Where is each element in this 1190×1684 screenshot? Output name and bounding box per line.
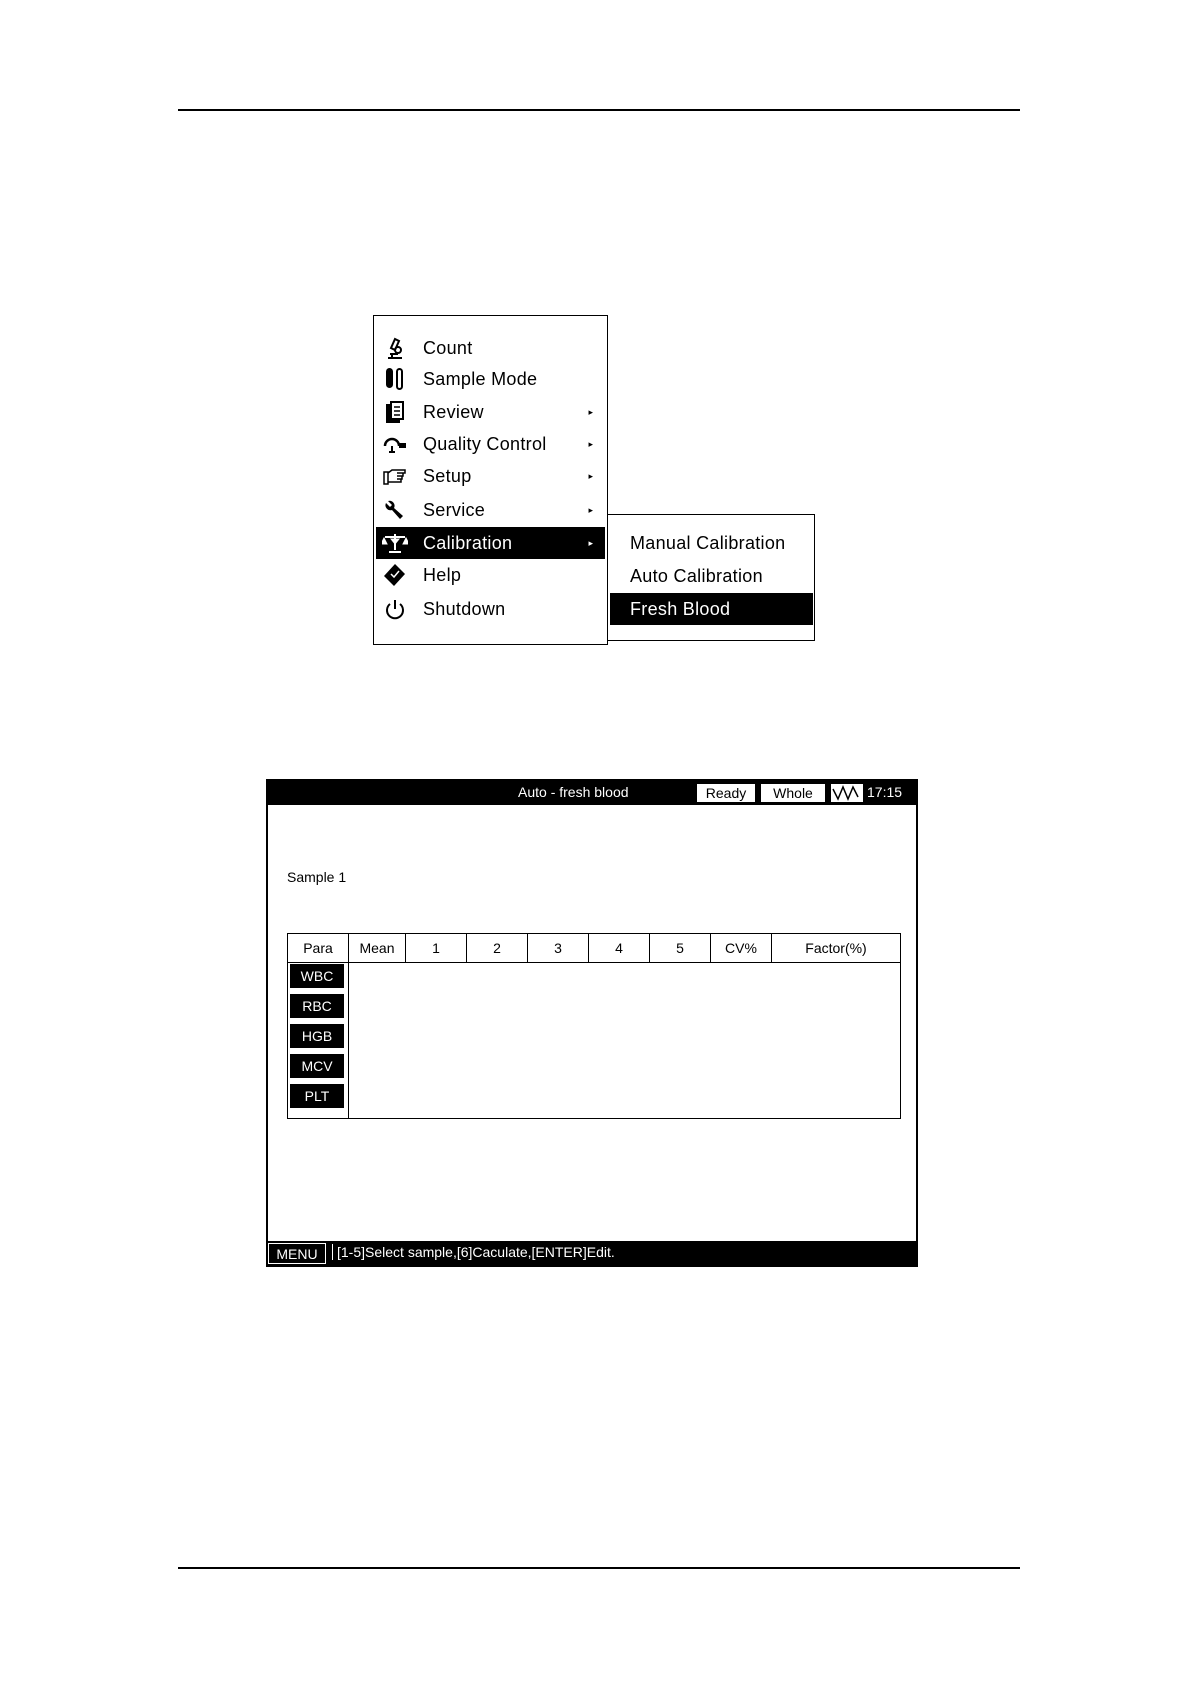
column-header-para: Para — [288, 934, 349, 962]
menu-item-setup[interactable] — [376, 460, 605, 492]
menu-item-quality-control[interactable] — [376, 428, 605, 460]
pointing-hand-icon — [382, 464, 408, 488]
param-mcv[interactable]: MCV — [290, 1054, 344, 1078]
column-header-1: 1 — [406, 934, 467, 962]
power-icon — [382, 597, 408, 621]
calibration-table — [287, 933, 901, 1119]
param-plt[interactable]: PLT — [290, 1084, 344, 1108]
waveform-icon — [830, 783, 864, 803]
test-tubes-icon — [382, 367, 408, 391]
table-header — [288, 934, 900, 963]
menu-item-service[interactable] — [376, 494, 605, 526]
submenu-arrow-icon: ▸ — [588, 406, 593, 417]
column-header-2: 2 — [467, 934, 528, 962]
main-menu — [373, 315, 608, 645]
sample-label: Sample 1 — [287, 869, 347, 885]
help-book-icon — [382, 563, 408, 587]
param-rbc[interactable]: RBC — [290, 994, 344, 1018]
wrench-icon — [382, 498, 408, 522]
menu-item-count[interactable] — [376, 332, 605, 364]
menu-item-shutdown[interactable] — [376, 593, 605, 625]
title-bar — [268, 781, 916, 805]
prompt-hint: [1-5]Select sample,[6]Caculate,[ENTER]Edit. — [332, 1244, 615, 1260]
calibration-submenu — [608, 514, 815, 641]
screen-title: Auto - fresh blood — [518, 784, 629, 800]
status-mode-badge: Whole — [760, 783, 826, 803]
menu-item-review[interactable] — [376, 396, 605, 428]
menu-item-label: Setup — [423, 465, 472, 486]
menu-item-label: Sample Mode — [423, 368, 538, 389]
quality-control-icon — [382, 432, 408, 456]
column-header-3: 3 — [528, 934, 589, 962]
submenu-arrow-icon: ▸ — [588, 537, 593, 548]
parameter-column — [288, 962, 349, 1118]
menu-item-label: Help — [423, 564, 462, 585]
submenu-item-auto-calibration[interactable] — [610, 560, 813, 592]
param-wbc[interactable]: WBC — [290, 964, 344, 988]
menu-item-label: Service — [423, 499, 486, 520]
prompt-bar — [268, 1241, 916, 1265]
document-stack-icon — [382, 400, 408, 424]
submenu-arrow-icon: ▸ — [588, 438, 593, 449]
balance-scale-icon — [382, 531, 408, 555]
menu-item-label: Quality Control — [423, 433, 547, 454]
menu-item-help[interactable] — [376, 559, 605, 591]
menu-item-label: Calibration — [423, 532, 513, 553]
page-header-rule — [178, 109, 1020, 111]
column-header-4: 4 — [589, 934, 650, 962]
menu-item-calibration[interactable] — [376, 527, 605, 559]
column-header-5: 5 — [650, 934, 711, 962]
submenu-item-fresh-blood[interactable] — [610, 593, 813, 625]
menu-item-label: Count — [423, 337, 473, 358]
microscope-icon — [382, 336, 408, 360]
menu-item-label: Review — [423, 401, 484, 422]
column-header-mean: Mean — [349, 934, 406, 962]
submenu-item-label: Auto Calibration — [630, 565, 763, 586]
fresh-blood-calibration-screen — [266, 779, 918, 1267]
submenu-item-label: Fresh Blood — [630, 598, 731, 619]
column-header-factor: Factor(%) — [805, 940, 867, 956]
param-hgb[interactable]: HGB — [290, 1024, 344, 1048]
menu-item-sample-mode[interactable] — [376, 363, 605, 395]
page-footer-rule — [178, 1567, 1020, 1569]
status-ready-badge: Ready — [696, 783, 756, 803]
menu-item-label: Shutdown — [423, 598, 506, 619]
clock-time: 17:15 — [867, 784, 903, 800]
column-header-cv: CV% — [711, 934, 772, 962]
submenu-item-label: Manual Calibration — [630, 532, 786, 553]
submenu-item-manual-calibration[interactable] — [610, 527, 813, 559]
submenu-arrow-icon: ▸ — [588, 470, 593, 481]
submenu-arrow-icon: ▸ — [588, 504, 593, 515]
menu-button[interactable]: MENU — [268, 1243, 326, 1264]
